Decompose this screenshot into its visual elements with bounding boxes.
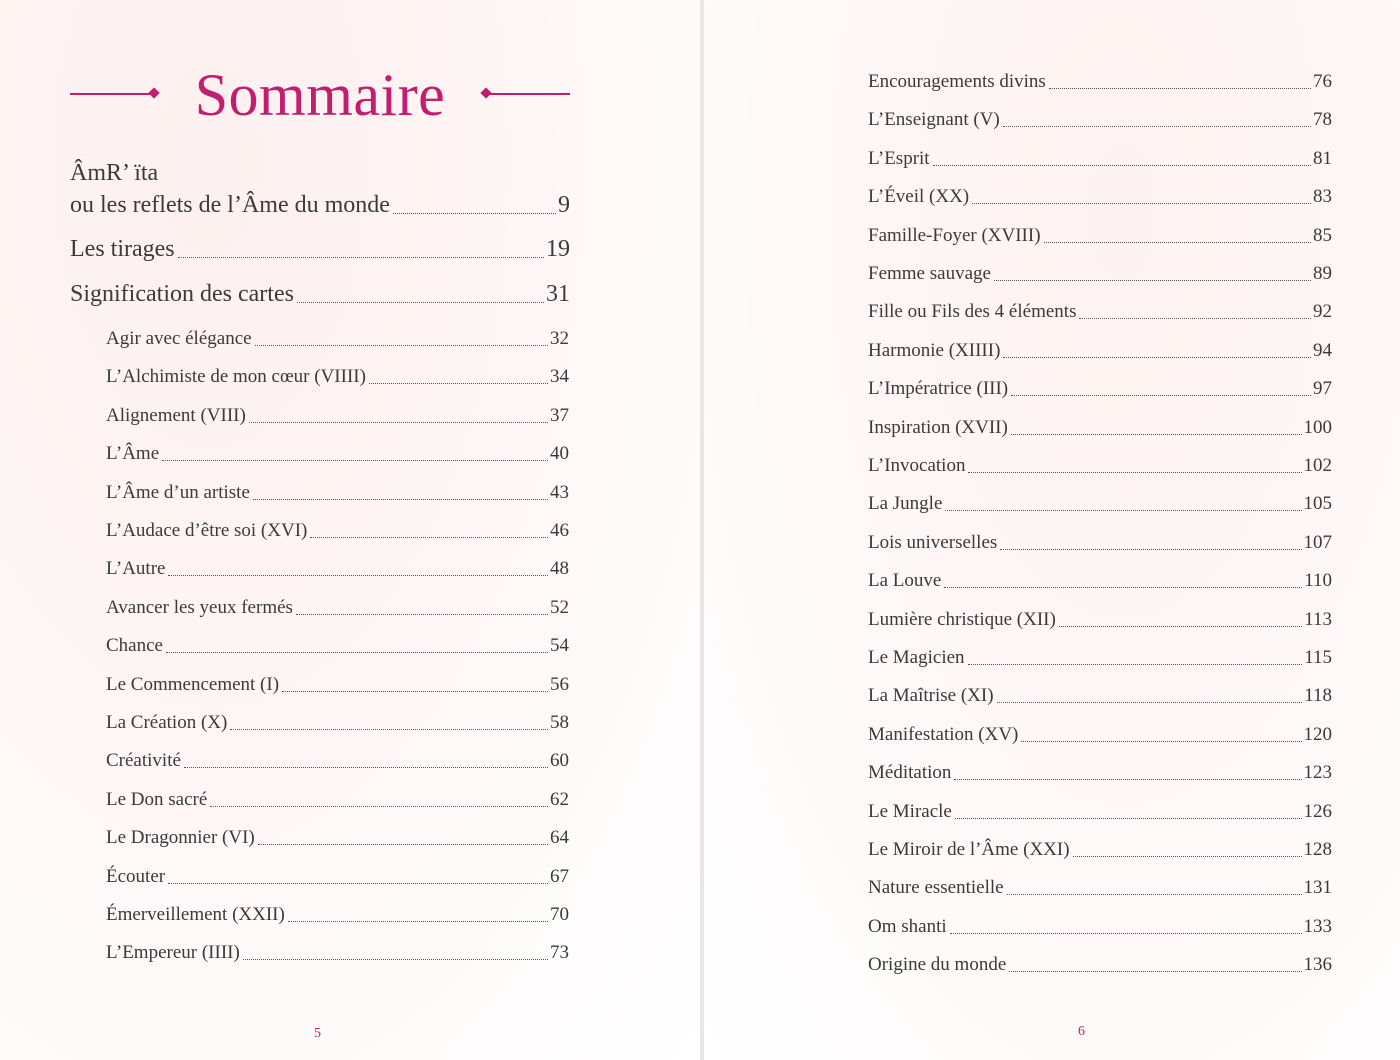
toc-entry-page: 118: [1304, 685, 1332, 707]
page-number: 6: [1078, 1024, 1085, 1039]
toc-entry[interactable]: [868, 800, 1332, 824]
toc-entry[interactable]: [106, 442, 569, 466]
toc-main-entry[interactable]: [70, 279, 570, 309]
toc-entry-page: 73: [550, 942, 569, 964]
toc-entry-label: ou les reflets de l’Âme du monde: [70, 192, 390, 218]
dot-leader: [1003, 126, 1311, 127]
toc-entry-page: 62: [550, 788, 569, 810]
toc-entry-page: 123: [1303, 762, 1332, 784]
toc-entry-page: 31: [546, 281, 570, 307]
toc-entry[interactable]: [868, 684, 1332, 708]
toc-entry-label: Méditation: [868, 762, 952, 784]
toc-entry[interactable]: [868, 377, 1332, 401]
toc-entry-label: Harmonie (XIIII): [868, 339, 1001, 361]
toc-entry[interactable]: [868, 108, 1332, 132]
toc-entry-label: L’Autre: [106, 558, 166, 580]
toc-entry-label: Écouter: [106, 865, 166, 887]
toc-entry[interactable]: [868, 761, 1332, 785]
toc-entry-label: Le Commencement (I): [106, 673, 280, 695]
toc-entry[interactable]: [106, 673, 569, 697]
toc-entry-label: La Création (X): [106, 712, 228, 733]
toc-entry[interactable]: [868, 876, 1332, 900]
toc-entry-page: 70: [550, 904, 569, 925]
toc-entry-page: 48: [550, 558, 569, 580]
dot-leader: [282, 691, 548, 692]
toc-entry-page: 46: [550, 520, 569, 541]
toc-entry-page: 58: [550, 712, 569, 733]
toc-entry-label: Lois universelles: [868, 531, 998, 553]
toc-entry-label: Om shanti: [868, 915, 947, 937]
toc-entry-label: La Louve: [868, 570, 942, 592]
toc-entry[interactable]: [106, 903, 569, 927]
toc-entry-label: Les tirages: [70, 236, 175, 262]
toc-entry-label: L’Alchimiste de mon cœur (VIIII): [106, 366, 366, 388]
toc-entry-page: 89: [1313, 263, 1332, 284]
dot-leader: [944, 587, 1302, 588]
dot-leader: [1059, 626, 1302, 627]
toc-entry-label: Origine du monde: [868, 954, 1007, 976]
toc-main-entry[interactable]: [70, 190, 570, 220]
toc-entry-page: 56: [550, 673, 569, 695]
dot-leader: [1021, 741, 1301, 742]
dot-leader: [184, 767, 548, 768]
toc-entry-page: 81: [1313, 147, 1332, 169]
toc-entry-page: 120: [1303, 723, 1332, 745]
toc-entry-page: 85: [1313, 224, 1332, 246]
toc-entry-label: Nature essentielle: [868, 877, 1004, 899]
dot-leader: [994, 280, 1311, 281]
toc-entry[interactable]: [868, 416, 1332, 440]
dot-leader: [933, 165, 1311, 166]
dot-leader: [1003, 357, 1311, 358]
toc-entry[interactable]: [868, 454, 1332, 478]
toc-entry-label: Femme sauvage: [868, 263, 991, 284]
toc-entry[interactable]: [868, 147, 1332, 171]
toc-entry[interactable]: [868, 608, 1332, 632]
toc-entry-page: 107: [1303, 531, 1332, 553]
toc-entry-page: 76: [1313, 71, 1332, 92]
title-row: [70, 60, 570, 130]
toc-entry-page: 67: [550, 865, 569, 887]
dot-leader: [1011, 434, 1302, 435]
dot-leader: [1009, 971, 1301, 972]
dot-leader: [178, 257, 544, 258]
dot-leader: [168, 883, 548, 884]
toc-entry-label: La Maîtrise (XI): [868, 685, 994, 707]
toc-entry-label: L’Empereur (IIII): [106, 942, 240, 964]
toc-entry[interactable]: [106, 788, 569, 812]
toc-entry-page: 115: [1304, 647, 1332, 668]
toc-entry-label: Inspiration (XVII): [868, 416, 1008, 438]
toc-entry[interactable]: [106, 557, 569, 581]
dot-leader: [1079, 318, 1311, 319]
toc-entry[interactable]: [106, 481, 569, 505]
toc-entry-page: 97: [1313, 378, 1332, 400]
dot-leader: [230, 729, 548, 730]
toc-entry[interactable]: [106, 365, 569, 389]
toc-entry-page: 37: [550, 404, 569, 426]
toc-entry-page: 60: [550, 750, 569, 772]
toc-entry-label: Le Dragonnier (VI): [106, 827, 255, 849]
toc-entry-page: 19: [546, 236, 570, 262]
toc-entry-page: 113: [1304, 608, 1332, 630]
toc-entry-label: L’Éveil (XX): [868, 186, 970, 208]
toc-entry-page: 102: [1303, 455, 1332, 476]
toc-main-entry-line1: ÂmR’ ïta: [70, 160, 159, 186]
toc-entry-label: Le Don sacré: [106, 788, 208, 810]
toc-entry[interactable]: [868, 646, 1332, 670]
dot-leader: [968, 472, 1301, 473]
toc-entry-page: 100: [1303, 416, 1332, 438]
toc-entry-page: 133: [1303, 915, 1332, 937]
toc-entry-label: Fille ou Fils des 4 éléments: [868, 301, 1077, 323]
toc-entry-label: L’Âme d’un artiste: [106, 481, 250, 503]
toc-entry-label: Manifestation (XV): [868, 723, 1019, 745]
toc-entry-label: L’Impératrice (III): [868, 378, 1009, 400]
toc-entry[interactable]: [868, 224, 1332, 248]
toc-entry-page: 126: [1303, 800, 1332, 822]
toc-entry[interactable]: [106, 749, 569, 773]
dot-leader: [1044, 242, 1311, 243]
toc-entry-label: Créativité: [106, 750, 181, 772]
toc-entry-label: Le Miracle: [868, 800, 952, 822]
toc-entry-page: 9: [558, 192, 570, 218]
toc-entry-page: 105: [1303, 493, 1332, 515]
dot-leader: [288, 921, 548, 922]
dot-leader: [955, 818, 1302, 819]
toc-entry-page: 34: [550, 366, 569, 388]
dot-leader: [997, 702, 1303, 703]
toc-entry-label: L’Audace d’être soi (XVI): [106, 520, 308, 541]
toc-entry-label: Avancer les yeux fermés: [106, 596, 293, 618]
toc-entry-page: 64: [550, 827, 569, 849]
toc-entry-label: Émerveillement (XXII): [106, 904, 285, 925]
toc-entry-page: 110: [1304, 570, 1332, 592]
toc-entry[interactable]: [106, 596, 569, 620]
dot-leader: [168, 575, 548, 576]
toc-entry-page: 92: [1313, 301, 1332, 323]
toc-entry-page: 54: [550, 635, 569, 657]
dot-leader: [369, 383, 548, 384]
dot-leader: [1073, 856, 1302, 857]
toc-entry-label: Le Magicien: [868, 647, 965, 668]
toc-entry-label: Agir avec élégance: [106, 328, 252, 349]
toc-entry-page: 83: [1313, 186, 1332, 208]
dot-leader: [1049, 88, 1311, 89]
page-number: 5: [314, 1026, 321, 1041]
toc-entry-page: 52: [550, 596, 569, 618]
dot-leader: [255, 345, 548, 346]
toc-entry-label: Chance: [106, 635, 163, 657]
toc-entry-page: 128: [1303, 839, 1332, 860]
toc-entry[interactable]: [868, 531, 1332, 555]
toc-entry[interactable]: [106, 634, 569, 658]
toc-entry[interactable]: [868, 838, 1332, 862]
toc-entry-label: Lumière christique (XII): [868, 608, 1056, 630]
toc-entry-label: L’Enseignant (V): [868, 109, 1000, 131]
toc-entry[interactable]: [106, 941, 569, 965]
dot-leader: [253, 499, 548, 500]
dot-leader: [1000, 549, 1301, 550]
toc-entry[interactable]: [868, 339, 1332, 363]
toc-entry-label: Signification des cartes: [70, 281, 294, 307]
dot-leader: [166, 652, 548, 653]
dot-leader: [297, 302, 544, 303]
dot-leader: [162, 460, 548, 461]
dot-leader: [1011, 395, 1311, 396]
dot-leader: [1007, 894, 1302, 895]
dot-leader: [258, 844, 548, 845]
toc-entry-label: L’Invocation: [868, 455, 966, 476]
toc-entry-page: 136: [1303, 954, 1332, 976]
toc-entry[interactable]: [106, 404, 569, 428]
toc-entry-label: L’Âme: [106, 443, 160, 465]
dot-leader: [954, 779, 1301, 780]
toc-entry[interactable]: [868, 569, 1332, 593]
toc-entry[interactable]: [868, 953, 1332, 977]
dot-leader: [393, 213, 556, 214]
toc-entry[interactable]: [106, 519, 569, 543]
dot-leader: [249, 422, 548, 423]
toc-entry[interactable]: [868, 723, 1332, 747]
toc-entry-page: 43: [550, 481, 569, 503]
toc-entry-page: 32: [550, 328, 569, 349]
toc-entry[interactable]: [106, 711, 569, 735]
toc-entry-page: 94: [1313, 339, 1332, 361]
toc-entry[interactable]: [868, 70, 1332, 94]
dot-leader: [210, 806, 548, 807]
dot-leader: [972, 203, 1311, 204]
toc-entry[interactable]: [106, 826, 569, 850]
page-title: Sommaire: [194, 62, 446, 128]
dot-leader: [945, 510, 1301, 511]
toc-entry-label: La Jungle: [868, 493, 943, 515]
toc-entry[interactable]: [868, 262, 1332, 286]
title-rule-right: [488, 93, 570, 95]
toc-entry-page: 78: [1313, 109, 1332, 131]
toc-entry-page: 131: [1303, 877, 1332, 899]
toc-entry-label: Alignement (VIII): [106, 404, 246, 426]
dot-leader: [968, 664, 1303, 665]
toc-entry-page: 40: [550, 443, 569, 465]
right-page: [704, 0, 1400, 1060]
dot-leader: [950, 933, 1302, 934]
toc-entry[interactable]: [868, 492, 1332, 516]
toc-entry[interactable]: [106, 865, 569, 889]
toc-entry[interactable]: [868, 300, 1332, 324]
toc-entry[interactable]: [868, 185, 1332, 209]
toc-entry[interactable]: [868, 915, 1332, 939]
toc-entry-label: Le Miroir de l’Âme (XXI): [868, 839, 1070, 860]
toc-entry-label: Encouragements divins: [868, 71, 1046, 92]
toc-main-entry[interactable]: [70, 234, 570, 264]
toc-entry-label: Famille-Foyer (XVIII): [868, 224, 1041, 246]
toc-entry-label: L’Esprit: [868, 147, 930, 169]
dot-leader: [243, 959, 548, 960]
dot-leader: [296, 614, 548, 615]
toc-entry[interactable]: [106, 327, 569, 351]
dot-leader: [310, 537, 548, 538]
